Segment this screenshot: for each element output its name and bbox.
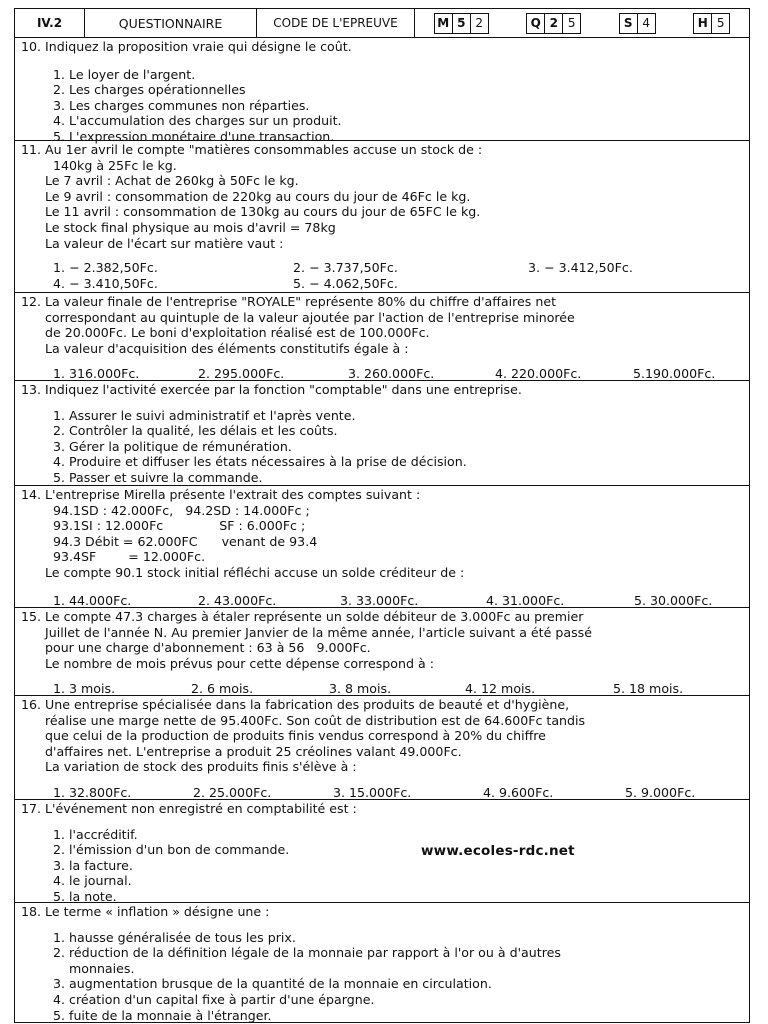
answer-option: 5. Passer et suivre la commande. bbox=[53, 469, 263, 485]
answer-option: 2. 25.000Fc. bbox=[193, 784, 272, 800]
answer-option: 1. Le loyer de l'argent. bbox=[53, 66, 196, 82]
question-stem-line: correspondant au quintuple de la valeur ajoutée par l'action de l'entreprise minorée bbox=[45, 309, 575, 325]
answer-option: 4. 9.600Fc. bbox=[483, 784, 554, 800]
answer-option: 3. 15.000Fc. bbox=[333, 784, 412, 800]
code-label-cell: CODE DE L'EPREUVE bbox=[257, 9, 415, 37]
code-digit: 5 bbox=[716, 16, 725, 30]
exam-codes bbox=[415, 9, 749, 37]
answer-option: 4. 31.000Fc. bbox=[486, 592, 565, 608]
answer-option: 4. création d'un capital fixe à partir d'une épargne. bbox=[53, 991, 375, 1007]
code-digit: 2 bbox=[545, 14, 563, 33]
answer-option: 1. 3 mois. bbox=[53, 681, 116, 697]
code-box-h bbox=[693, 13, 730, 34]
code-letter: S bbox=[620, 14, 638, 33]
answer-option: 5.190.000Fc. bbox=[633, 366, 716, 382]
question-stem-line: Le 7 avril : Achat de 260kg à 50Fc le kg. bbox=[45, 173, 299, 189]
question-stem-line: 94.3 Débit = 62.000FC venant de 93.4 bbox=[53, 533, 318, 549]
answer-option: 3. 260.000Fc. bbox=[348, 366, 435, 382]
answer-option: 4. 12 mois. bbox=[465, 681, 536, 697]
question-17 bbox=[14, 800, 750, 903]
question-18 bbox=[14, 903, 750, 1023]
exam-header bbox=[14, 8, 750, 38]
answer-option: 3. − 3.412,50Fc. bbox=[528, 260, 633, 276]
question-16 bbox=[14, 696, 750, 800]
answer-option: 1. − 2.382,50Fc. bbox=[53, 260, 158, 276]
question-stem-line: 94.1SD : 42.000Fc, 94.2SD : 14.000Fc ; bbox=[53, 502, 310, 518]
code-digit: 2 bbox=[475, 16, 484, 30]
code-box-m bbox=[434, 13, 489, 34]
answer-option: 2. 295.000Fc. bbox=[198, 366, 285, 382]
question-stem-line: que celui de la production de produits finis vendus correspond à 20% du chiffre bbox=[45, 728, 546, 744]
question-stem: 13. Indiquez l'activité exercée par la fonction "comptable" dans une entreprise. bbox=[21, 382, 522, 397]
answer-option: 5. 30.000Fc. bbox=[634, 592, 713, 608]
answer-option: 1. hausse généralisée de tous les prix. bbox=[53, 929, 296, 945]
question-stem: 11. Au 1er avril le compte "matières consommables accuse un stock de : bbox=[21, 142, 483, 157]
code-digit: 5 bbox=[567, 16, 576, 30]
answer-option: 1. l'accréditif. bbox=[53, 826, 138, 842]
question-stem-line: La variation de stock des produits finis s'élève à : bbox=[45, 759, 357, 775]
answer-option: 1. 44.000Fc. bbox=[53, 592, 132, 608]
level-cell: IV.2 bbox=[15, 9, 85, 37]
answer-option: 1. Assurer le suivi administratif et l'après vente. bbox=[53, 407, 356, 423]
question-stem-line: Le stock final physique au mois d'avril = 78kg bbox=[45, 219, 336, 235]
answer-option: 2. Contrôler la qualité, les délais et les coûts. bbox=[53, 423, 338, 439]
answer-option: 3. Les charges communes non réparties. bbox=[53, 97, 310, 113]
code-digit: 5 bbox=[453, 14, 471, 33]
question-stem-line: La valeur de l'écart sur matière vaut : bbox=[45, 235, 284, 251]
answer-option: 3. Gérer la politique de rémunération. bbox=[53, 438, 292, 454]
question-13 bbox=[14, 381, 750, 486]
code-digit: 4 bbox=[642, 16, 651, 30]
website-watermark: www.ecoles-rdc.net bbox=[421, 843, 575, 859]
question-stem-line: réalise une marge nette de 95.400Fc. Son coût de distribution est de 64.600Fc tandis bbox=[45, 712, 586, 728]
answer-option: 2. 43.000Fc. bbox=[198, 592, 277, 608]
question-stem-line: 140kg à 25Fc le kg. bbox=[53, 157, 177, 173]
answer-option: 4. Produire et diffuser les états nécessaires à la prise de décision. bbox=[53, 454, 467, 470]
answer-option: 4. − 3.410,50Fc. bbox=[53, 275, 158, 291]
question-stem: 12. La valeur finale de l'entreprise "ROYALE" représente 80% du chiffre d'affaires net bbox=[21, 294, 557, 309]
code-box-q bbox=[526, 13, 581, 34]
answer-option: 5. 18 mois. bbox=[613, 681, 684, 697]
question-stem: 10. Indiquez la proposition vraie qui désigne le coût. bbox=[21, 39, 352, 54]
code-letter: Q bbox=[527, 14, 545, 33]
answer-option: 3. augmentation brusque de la quantité de la monnaie en circulation. bbox=[53, 976, 492, 992]
code-box-s bbox=[619, 13, 656, 34]
answer-option: 4. L'accumulation des charges sur un produit. bbox=[53, 113, 342, 129]
answer-option: 2. réduction de la définition légale de la monnaie par rapport à l'or ou à d'autres bbox=[53, 945, 561, 961]
question-stem-line: 93.4SF = 12.000Fc. bbox=[53, 549, 206, 565]
answer-option: 3. la facture. bbox=[53, 857, 133, 873]
answer-option: 3. 8 mois. bbox=[329, 681, 392, 697]
answer-option: 2. 6 mois. bbox=[191, 681, 254, 697]
question-14 bbox=[14, 486, 750, 608]
question-11 bbox=[14, 141, 750, 293]
question-15 bbox=[14, 608, 750, 696]
answer-option: 5. − 4.062,50Fc. bbox=[293, 275, 398, 291]
question-stem-line: Le nombre de mois prévus pour cette dépense correspond à : bbox=[45, 655, 434, 671]
answer-option: 1. 316.000Fc. bbox=[53, 366, 140, 382]
answer-option: 1. 32.800Fc. bbox=[53, 784, 132, 800]
question-stem-line: pour une charge d'abonnement : 63 à 56 9.000Fc. bbox=[45, 640, 371, 656]
question-stem-line: La valeur d'acquisition des éléments constitutifs égale à : bbox=[45, 340, 409, 356]
answer-option: 5. fuite de la monnaie à l'étranger. bbox=[53, 1007, 272, 1023]
answer-option: 2. − 3.737,50Fc. bbox=[293, 260, 398, 276]
doc-type-cell: QUESTIONNAIRE bbox=[85, 9, 257, 37]
answer-option: 5. la note. bbox=[53, 888, 117, 904]
answer-option: 5. L'expression monétaire d'une transaction. bbox=[53, 128, 335, 144]
question-stem: 14. L'entreprise Mirella présente l'extrait des comptes suivant : bbox=[21, 487, 421, 502]
question-stem-line: Le compte 90.1 stock initial réfléchi accuse un solde créditeur de : bbox=[45, 564, 465, 580]
answer-option: 3. 33.000Fc. bbox=[340, 592, 419, 608]
question-stem-line: Le 9 avril : consommation de 220kg au cours du jour de 46Fc le kg. bbox=[45, 188, 471, 204]
answer-option-continuation: monnaies. bbox=[69, 960, 135, 976]
question-stem-line: 93.1SI : 12.000Fc SF : 6.000Fc ; bbox=[53, 518, 306, 534]
code-letter: H bbox=[694, 14, 712, 33]
question-stem: 17. L'événement non enregistré en comptabilité est : bbox=[21, 801, 357, 816]
answer-option: 4. 220.000Fc. bbox=[495, 366, 582, 382]
question-stem-line: d'affaires net. L'entreprise a produit 25 créolines valant 49.000Fc. bbox=[45, 743, 462, 759]
question-12 bbox=[14, 293, 750, 381]
question-stem: 18. Le terme « inflation » désigne une : bbox=[21, 904, 270, 919]
question-stem-line: de 20.000Fc. Le boni d'exploitation réalisé est de 100.000Fc. bbox=[45, 325, 430, 341]
question-stem-line: Le 11 avril : consommation de 130kg au cours du jour de 65FC le kg. bbox=[45, 204, 481, 220]
answer-option: 4. le journal. bbox=[53, 873, 132, 889]
answer-option: 2. Les charges opérationnelles bbox=[53, 82, 246, 98]
question-stem-line: Juillet de l'année N. Au premier Janvier de la même année, l'article suivant a été passé bbox=[45, 624, 592, 640]
answer-option: 2. l'émission d'un bon de commande. bbox=[53, 842, 290, 858]
question-stem: 16. Une entreprise spécialisée dans la fabrication des produits de beauté et d'hygiène, bbox=[21, 697, 570, 712]
question-10 bbox=[14, 38, 750, 144]
answer-option: 5. 9.000Fc. bbox=[625, 784, 696, 800]
exam-page bbox=[14, 8, 750, 1023]
question-stem: 15. Le compte 47.3 charges à étaler représente un solde débiteur de 3.000Fc au premier bbox=[21, 609, 584, 624]
code-letter: M bbox=[435, 14, 453, 33]
